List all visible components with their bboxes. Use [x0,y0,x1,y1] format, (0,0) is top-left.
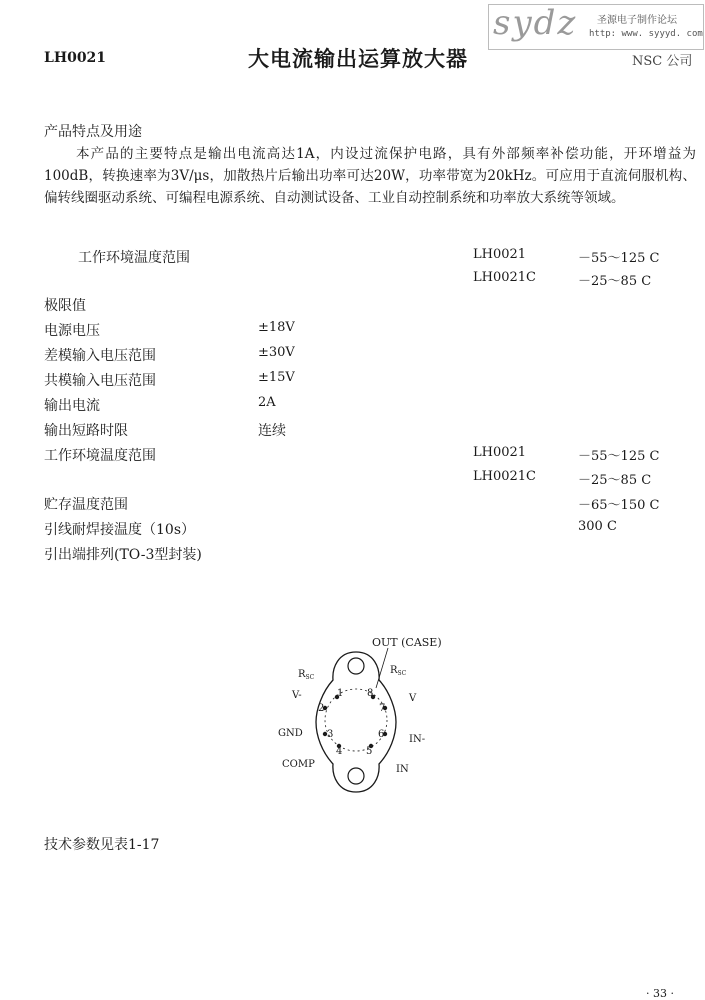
pin-number: 7 [379,703,386,714]
watermark-url: http: www. syyyd. com [589,29,703,39]
limit-value: 2A [258,395,276,410]
in-minus-label: IN- [409,734,426,745]
mounting-hole [348,658,364,674]
op-temp-range: －55～125 C [578,449,660,464]
op-temp-model: LH0021C [473,469,537,484]
temp-model: LH0021C [473,270,537,285]
gnd-label: GND [278,728,303,739]
features-paragraph: 本产品的主要特点是输出电流高达1A，内设过流保护电路，具有外部频率补偿功能，开环增益为100dB，转换速率为3V/μs，加散热片后输出功率可达20W，功率带宽为20kHz。可应用于直流伺服机构、偏转线圈驱动系统、可编程电源系统、自动测试设备、工业自动控制系统和功率放大系统等领域。 [44,146,696,206]
op-temp-label: 工作环境温度范围 [44,448,156,464]
rsc-right-label: $R_{SC}$ [390,665,407,677]
case-label: OUT (CASE) [372,636,442,649]
limit-value: ±30V [258,345,295,360]
pin-number: 8 [367,688,374,699]
temp-range: －25～85 C [578,274,652,289]
pin-number: 3 [327,729,334,740]
limit-label: 电源电压 [44,323,100,339]
page-title: 大电流输出运算放大器 [248,46,468,71]
op-temp-range: －25～85 C [578,473,652,488]
to3-package-outline [316,652,396,792]
rsc-left-label: $R_{SC}$ [298,669,315,681]
pin-number: 2 [318,703,325,714]
company-name: NSC 公司 [632,54,693,69]
watermark-logo: sydz [493,3,578,43]
temp-range-label: 工作环境温度范围 [78,250,190,266]
watermark-name: 圣源电子制作论坛 [597,15,677,26]
in-plus-label: IN [396,764,409,775]
limit-label: 输出短路时限 [44,423,128,439]
limits-heading: 极限值 [44,298,86,314]
pin-circle [325,689,387,751]
limit-label: 共模输入电压范围 [44,373,156,389]
solder-temp-label: 引线耐焊接温度（10s） [44,522,195,538]
solder-temp-value: 300 C [578,519,617,534]
params-note: 技术参数见表1-17 [44,837,160,853]
pinout-label: 引出端排列(TO-3型封装) [44,547,202,563]
limit-value: ±15V [258,370,295,385]
features-heading: 产品特点及用途 [44,124,142,140]
part-number: LH0021 [44,50,107,66]
limit-label: 差模输入电压范围 [44,348,156,364]
limit-label: 输出电流 [44,398,100,414]
temp-model: LH0021 [473,247,527,262]
storage-temp-value: －65～150 C [578,498,660,513]
pin-number: 4 [336,746,343,757]
temp-range: －55～125 C [578,251,660,266]
pin-number: 6 [378,729,385,740]
comp-label: COMP [282,759,315,770]
limit-value: ±18V [258,320,295,335]
pin-number: 1 [337,688,344,699]
v-minus-label: V- [292,690,302,701]
op-temp-model: LH0021 [473,445,527,460]
pin-number: 5 [366,746,373,757]
mounting-hole [348,768,364,784]
storage-temp-label: 贮存温度范围 [44,497,128,513]
v-plus-label: V [409,693,417,704]
limit-value: 连续 [258,423,286,439]
page-number: · 33 · [646,987,674,1000]
